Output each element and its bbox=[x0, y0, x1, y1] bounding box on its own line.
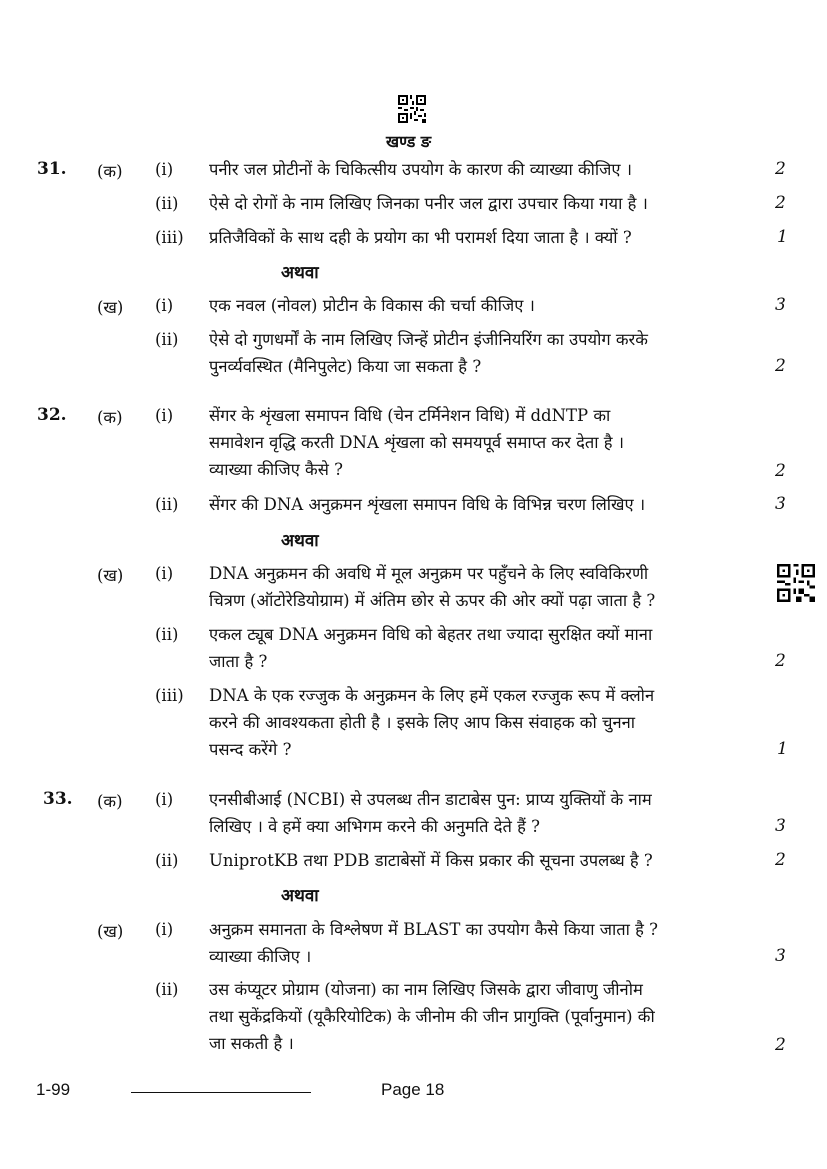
sub-label: (ii) bbox=[155, 851, 179, 870]
marks: 3 bbox=[775, 816, 786, 836]
marks: 1 bbox=[777, 739, 788, 759]
sub-label: (i) bbox=[155, 790, 174, 809]
question-text: सेंगर की DNA अनुक्रमन शृंखला समापन विधि के विभिन्न चरण लिखिए । bbox=[209, 495, 646, 514]
question-text: प्रतिजैविकों के साथ दही के प्रयोग का भी परामर्श दिया जाता है । क्यों ? bbox=[209, 228, 632, 247]
athva-divider: अथवा bbox=[281, 263, 319, 283]
question-text-line: एनसीबीआई (NCBI) से उपलब्ध तीन डाटाबेस पुन: प्राप्य युक्तियों के नाम bbox=[209, 790, 652, 809]
footer-divider bbox=[131, 1092, 311, 1093]
part-label-kha: (ख) bbox=[97, 566, 124, 585]
question-text: ऐसे दो रोगों के नाम लिखिए जिनका पनीर जल द्वारा उपचार किया गया है । bbox=[209, 194, 648, 213]
marks: 2 bbox=[775, 1035, 786, 1055]
sub-label: (i) bbox=[155, 406, 174, 425]
question-text-line: पसन्द करेंगे ? bbox=[209, 740, 292, 759]
question-text-line: सेंगर के शृंखला समापन विधि (चेन टर्मिनेशन विधि) में ddNTP का bbox=[209, 406, 611, 425]
marks: 3 bbox=[775, 946, 786, 966]
sub-label: (iii) bbox=[155, 686, 184, 705]
question-text-line: व्याख्या कीजिए कैसे ? bbox=[209, 460, 343, 479]
question-text-line: पुनर्व्यवस्थित (मैनिपुलेट) किया जा सकता है ? bbox=[209, 357, 482, 376]
paper-code: 1-99 bbox=[36, 1080, 71, 1099]
question-text-line: तथा सुकेंद्रकियों (यूकैरियोटिक) के जीनोम की जीन प्रागुक्ति (पूर्वानुमान) की bbox=[209, 1007, 655, 1026]
marks: 2 bbox=[775, 850, 786, 870]
part-label-kha: (ख) bbox=[97, 922, 124, 941]
question-text-line: अनुक्रम समानता के विश्लेषण में BLAST का उपयोग कैसे किया जाता है ? bbox=[209, 920, 659, 939]
marks: 3 bbox=[775, 494, 786, 514]
question-text: पनीर जल प्रोटीनों के चिकित्सीय उपयोग के कारण की व्याख्या कीजिए । bbox=[209, 160, 633, 179]
marks: 2 bbox=[775, 461, 786, 481]
question-text-line: एकल ट्यूब DNA अनुक्रमन विधि को बेहतर तथा ज्यादा सुरक्षित क्यों माना bbox=[209, 625, 653, 644]
marks: 2 bbox=[775, 159, 786, 179]
question-text-line: समावेशन वृद्धि करती DNA शृंखला को समयपूर्व समाप्त कर देता है । bbox=[209, 433, 625, 452]
athva-divider: अथवा bbox=[281, 886, 319, 906]
question-text-line: व्याख्या कीजिए । bbox=[209, 947, 312, 966]
sub-label: (i) bbox=[155, 564, 174, 583]
section-heading: खण्ड ङ bbox=[386, 132, 432, 151]
sub-label: (iii) bbox=[155, 228, 184, 247]
marks: 2 bbox=[775, 651, 786, 671]
question-text-line: DNA अनुक्रमन की अवधि में मूल अनुक्रम पर पहुँचने के लिए स्वविकिरणी bbox=[209, 564, 649, 583]
marks: 3 bbox=[775, 295, 786, 315]
sub-label: (i) bbox=[155, 160, 174, 179]
question-text: UniprotKB तथा PDB डाटाबेसों में किस प्रकार की सूचना उपलब्ध है ? bbox=[209, 851, 653, 870]
question-text-line: DNA के एक रज्जुक के अनुक्रमन के लिए हमें एकल रज्जुक रूप में क्लोन bbox=[209, 686, 655, 705]
question-text-line: चित्रण (ऑटोरेडियोग्राम) में अंतिम छोर से ऊपर की ओर क्यों पढ़ा जाता है ? bbox=[209, 591, 656, 610]
question-number: 32. bbox=[37, 405, 67, 425]
part-label-ka: (क) bbox=[97, 408, 123, 427]
marks: 2 bbox=[775, 193, 786, 213]
question-text: एक नवल (नोवल) प्रोटीन के विकास की चर्चा कीजिए । bbox=[209, 296, 535, 315]
part-label-kha: (ख) bbox=[97, 298, 124, 317]
part-label-ka: (क) bbox=[97, 162, 123, 181]
marks: 2 bbox=[775, 356, 786, 376]
sub-label: (i) bbox=[155, 296, 174, 315]
sub-label: (ii) bbox=[155, 980, 179, 999]
athva-divider: अथवा bbox=[281, 531, 319, 551]
qr-code-top bbox=[398, 95, 426, 123]
qr-code-margin bbox=[777, 564, 815, 602]
question-number: 33. bbox=[43, 789, 73, 809]
page-number: Page 18 bbox=[381, 1080, 445, 1099]
question-text-line: करने की आवश्यकता होती है । इसके लिए आप किस संवाहक को चुनना bbox=[209, 713, 636, 732]
question-number: 31. bbox=[37, 159, 67, 179]
question-text-line: लिखिए । वे हमें क्या अभिगम करने की अनुमति देते हैं ? bbox=[209, 817, 541, 836]
sub-label: (ii) bbox=[155, 194, 179, 213]
question-text-line: जा सकती है । bbox=[209, 1034, 294, 1053]
sub-label: (i) bbox=[155, 920, 174, 939]
question-text-line: ऐसे दो गुणधर्मों के नाम लिखिए जिन्हें प्रोटीन इंजीनियरिंग का उपयोग करके bbox=[209, 330, 648, 349]
marks: 1 bbox=[777, 227, 788, 247]
question-text-line: उस कंप्यूटर प्रोग्राम (योजना) का नाम लिखिए जिसके द्वारा जीवाणु जीनोम bbox=[209, 980, 643, 999]
sub-label: (ii) bbox=[155, 330, 179, 349]
sub-label: (ii) bbox=[155, 625, 179, 644]
question-text-line: जाता है ? bbox=[209, 652, 268, 671]
sub-label: (ii) bbox=[155, 495, 179, 514]
part-label-ka: (क) bbox=[97, 792, 123, 811]
